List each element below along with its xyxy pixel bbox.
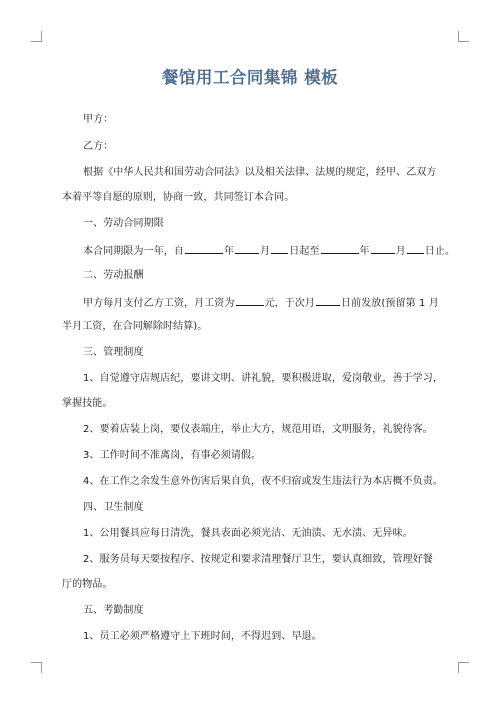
term-text-start: 本合同期限为一年，自 (83, 246, 184, 257)
pay-text-start: 甲方每月支付乙方工资，月工资为 (83, 298, 235, 309)
remuneration-sentence-line-1 (83, 296, 467, 310)
term-text-until: 日起至 (289, 246, 320, 257)
page-corner-mark-top-right (458, 31, 469, 42)
term-end-year-blank (321, 244, 359, 254)
term-text-month-2: 月 (395, 246, 406, 257)
page-corner-mark-bottom-left (31, 662, 42, 673)
hygiene-item-2-line-1: 2、服务员每天要按程序、按规定和要求清理餐厅卫生，要认真细致，管理好餐 (83, 554, 433, 565)
term-text-end: 日止。 (424, 246, 456, 257)
pay-day-blank (316, 296, 340, 306)
hygiene-item-2-line-2: 厅的物品。 (62, 579, 113, 590)
intro-paragraph-line-1: 根据《中华人民共和国劳动合同法》以及相关法律、法规的规定，经甲、乙双方 (83, 167, 437, 178)
remuneration-sentence-line-2: 半月工资，在合同解除时结算)。 (62, 321, 208, 332)
term-start-month-blank (235, 244, 259, 254)
section-heading-remuneration: 二、劳动报酬 (83, 270, 144, 281)
intro-paragraph-line-2: 本着平等自愿的原则，协商一致，共同签订本合同。 (62, 192, 295, 203)
term-start-year-blank (185, 244, 223, 254)
page-corner-mark-bottom-right (458, 662, 469, 673)
term-text-year-1: 年 (224, 246, 235, 257)
term-end-month-blank (371, 244, 395, 254)
pay-text-end: 日前发放(预留第 1 月 (341, 298, 439, 309)
document-title: 餐馆用工合同集锦 模板 (161, 68, 339, 87)
pay-text-yuan: 元，于次月 (264, 298, 315, 309)
section-heading-hygiene: 四、卫生制度 (83, 502, 144, 513)
attendance-item-1: 1、员工必须严格遵守上下班时间，不得迟到、早退。 (83, 631, 322, 642)
term-text-year-2: 年 (359, 246, 370, 257)
section-heading-contract-term: 一、劳动合同期限 (83, 218, 164, 229)
management-item-1-line-2: 掌握技能。 (62, 398, 113, 409)
section-heading-management: 三、管理制度 (83, 347, 144, 358)
monthly-salary-blank (236, 296, 264, 306)
term-end-day-blank (407, 244, 424, 254)
term-start-day-blank (271, 244, 288, 254)
hygiene-item-1: 1、公用餐具应每日清洗，餐具表面必须光洁、无油渍、无水渍、无异味。 (83, 528, 413, 539)
management-item-2: 2、要着店装上岗，要仪表端庄，举止大方，规范用语，文明服务，礼貌待客。 (83, 424, 433, 435)
contract-term-sentence (83, 244, 467, 258)
management-item-1-line-1: 1、自觉遵守店规店纪，要讲文明、讲礼貌，要积极进取，爱岗敬业，善于学习， (83, 373, 443, 384)
page-corner-mark-top-left (31, 31, 42, 42)
management-item-4: 4、在工作之余发生意外伤害后果自负，夜不归宿或发生违法行为本店概不负责。 (83, 476, 443, 487)
party-b-label: 乙方： (83, 141, 114, 152)
management-item-3: 3、工作时间不准离岗，有事必须请假。 (83, 450, 262, 461)
section-heading-attendance: 五、考勤制度 (83, 605, 144, 616)
term-text-month-1: 月 (260, 246, 271, 257)
party-a-label: 甲方： (83, 114, 114, 125)
